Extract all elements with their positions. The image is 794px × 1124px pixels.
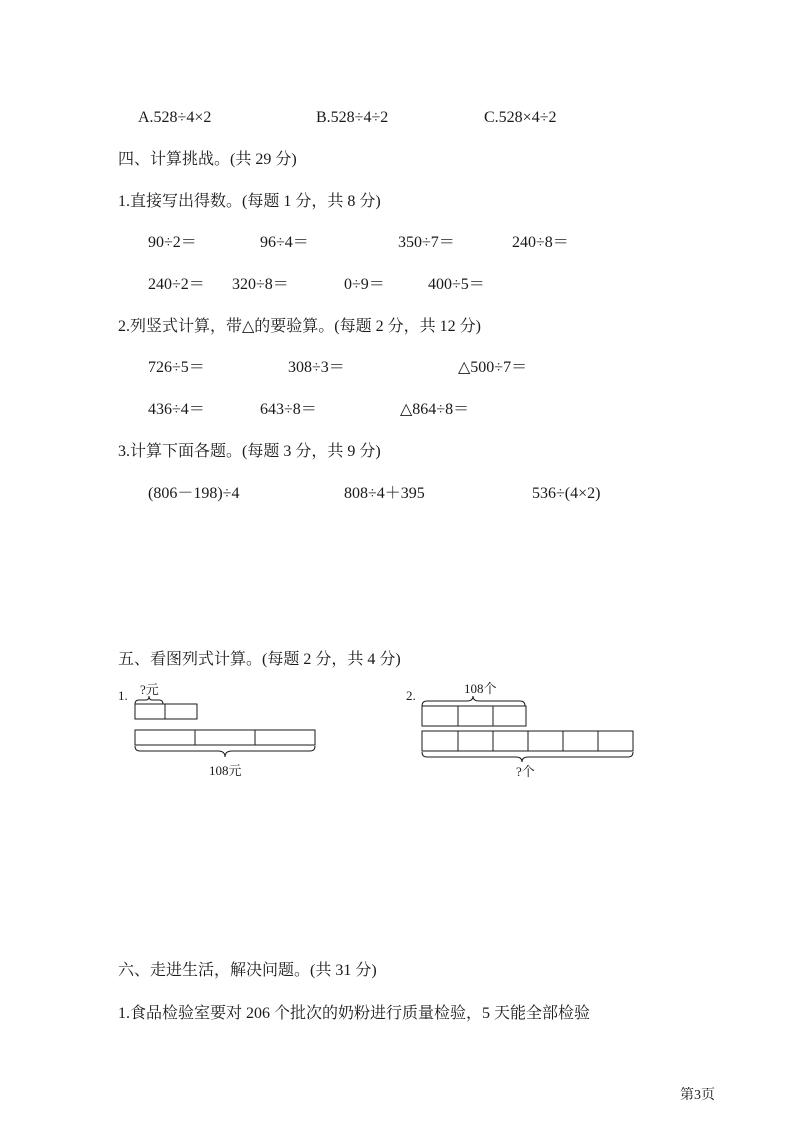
q1-title: 1.直接写出得数。(每题 1 分，共 8 分) [118, 193, 381, 210]
diagram-2 [406, 680, 646, 780]
q1-item: 240÷2＝ [148, 276, 205, 293]
diagram-1-number: 1. [118, 688, 128, 703]
diagram-1-bottom-brace [135, 746, 315, 757]
q1-item: 240÷8＝ [512, 234, 569, 251]
q1-item: 96÷4＝ [260, 234, 309, 251]
q2-item: 726÷5＝ [148, 359, 205, 376]
q3-item: 808÷4＋395 [344, 485, 425, 502]
q1-item: 90÷2＝ [148, 234, 197, 251]
diagram-1-bottom-label: 108元 [209, 763, 242, 778]
q1-item: 350÷7＝ [398, 234, 455, 251]
choice-a: A.528÷4×2 [138, 109, 212, 126]
q2-item: △500÷7＝ [458, 359, 528, 376]
diagram-2-bottom-label: ?个 [516, 764, 535, 779]
diagram-1 [118, 680, 328, 780]
section6-title: 六、走进生活，解决问题。(共 31 分) [118, 962, 377, 979]
diagram-2-top-brace [422, 696, 525, 706]
q2-item: 643÷8＝ [260, 401, 317, 418]
q1-item: 0÷9＝ [344, 276, 385, 293]
q2-item: △864÷8＝ [400, 401, 470, 418]
diagram-1-top-label: ?元 [140, 682, 159, 697]
diagram-1-top-brace [135, 696, 163, 704]
q3-item: 536÷(4×2) [532, 485, 601, 502]
diagram-1-top-box [135, 704, 165, 719]
diagram-2-number: 2. [406, 688, 416, 703]
diagram-1-bottom-bar [135, 730, 315, 745]
diagram-2-bottom-brace [422, 752, 633, 762]
choice-b: B.528÷4÷2 [316, 109, 389, 126]
choice-c: C.528×4÷2 [484, 109, 557, 126]
diagram-2-top-box [458, 706, 493, 726]
q2-title: 2.列竖式计算，带△的要验算。(每题 2 分，共 12 分) [118, 318, 481, 335]
diagram-2-top-box [493, 706, 526, 726]
diagram-2-top-label: 108个 [464, 681, 497, 696]
diagram-1-top-box [165, 704, 197, 719]
section5-title: 五、看图列式计算。(每题 2 分，共 4 分) [118, 651, 401, 668]
page-number: 第3页 [680, 1088, 715, 1103]
section4-title: 四、计算挑战。(共 29 分) [118, 151, 297, 168]
q3-item: (806－198)÷4 [148, 485, 240, 502]
q1-item: 400÷5＝ [428, 276, 485, 293]
q2-item: 436÷4＝ [148, 401, 205, 418]
section6-q1: 1.食品检验室要对 206 个批次的奶粉进行质量检验，5 天能全部检验 [118, 1005, 591, 1022]
q1-item: 320÷8＝ [232, 276, 289, 293]
q2-item: 308÷3＝ [288, 359, 345, 376]
q3-title: 3.计算下面各题。(每题 3 分，共 9 分) [118, 443, 381, 460]
diagram-2-top-box [422, 706, 458, 726]
